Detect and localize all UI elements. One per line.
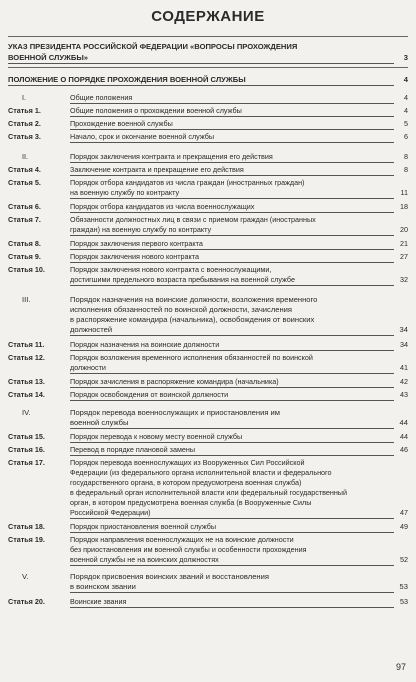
toc-section-1[interactable] [8,93,408,103]
page-ref: 8 [404,165,408,174]
article-title: Прохождение военной службы [70,119,394,130]
section-title: Порядок присвоения воинских званий и восстановления [70,572,269,581]
section-title: Общие положения [70,93,394,104]
page-ref: 4 [404,106,408,115]
page-ref: 6 [404,132,408,141]
page-ref: 8 [404,152,408,161]
toc-article-5[interactable] [8,178,408,198]
article-title: Воинские звания [70,597,394,608]
toc-article-4[interactable] [8,165,408,175]
article-label: Статья 11. [8,340,45,349]
article-title: Порядок приостановления военной службы [70,522,394,533]
article-label: Статья 8. [8,239,41,248]
toc-entry-regulation[interactable] [8,74,408,85]
article-label: Статья 7. [8,215,41,224]
page-ref: 5 [404,119,408,128]
page-ref: 11 [400,188,408,197]
toc-article-12[interactable] [8,353,408,373]
article-label: Статья 2. [8,119,41,128]
divider [8,67,408,68]
section-number: IV. [22,408,31,417]
toc-article-13[interactable] [8,377,408,387]
article-title: Обязанности должностных лиц в связи с приемом граждан (иностранных [70,215,316,224]
toc-section-2[interactable] [8,152,408,162]
toc-article-8[interactable] [8,239,408,249]
article-title: Порядок отбора кандидатов из числа граждан (иностранных граждан) [70,178,305,187]
toc-article-11[interactable] [8,340,408,350]
article-title: Порядок назначения на воинские должности [70,340,394,351]
section-title: в распоряжение командира (начальника), освобождения от воинских [70,315,315,324]
article-label: Статья 1. [8,106,41,115]
page-ref: 53 [400,597,408,606]
article-title: Перевод в порядке плановой замены [70,445,394,456]
toc-article-14[interactable] [8,390,408,400]
page-ref: 4 [404,93,408,102]
article-title: Порядок зачисления в распоряжение командира (начальника) [70,377,394,388]
section-title: Порядок перевода военнослужащих и приостановления им [70,408,280,417]
section-title: в воинском звании [70,582,394,593]
article-title: Общие положения о прохождении военной службы [70,106,394,117]
article-label: Статья 5. [8,178,41,187]
page-ref: 47 [400,508,408,517]
entry-text: ВОЕННОЙ СЛУЖБЫ» [8,52,394,64]
article-label: Статья 19. [8,535,45,544]
article-title: граждан) на военную службу по контракту [70,225,394,236]
toc-article-3[interactable] [8,132,408,142]
article-title: Порядок заключения первого контракта [70,239,394,250]
article-title: Начало, срок и окончание военной службы [70,132,394,143]
section-title: Порядок назначения на воинские должности, возложения временного [70,295,318,304]
article-title: Порядок отбора кандидатов из числа военнослужащих [70,202,394,213]
article-title: Российской Федерации) [70,508,394,519]
section-title: должностей [70,325,394,336]
article-title: Порядок перевода к новому месту военной службы [70,432,394,443]
article-label: Статья 17. [8,458,45,467]
section-title: исполнения обязанностей по воинской должности, зачисления [70,305,293,314]
article-label: Статья 14. [8,390,45,399]
article-title: в федеральный орган исполнительной власти или федеральный государственный [70,488,347,497]
toc-article-1[interactable] [8,106,408,116]
section-title: Порядок заключения контракта и прекращения его действия [70,152,394,163]
page-ref: 27 [400,252,408,261]
toc-section-4[interactable] [8,408,408,428]
divider [8,36,408,37]
page-ref: 49 [400,522,408,531]
toc-section-3[interactable] [8,295,408,335]
page-ref: 42 [400,377,408,386]
page-ref: 34 [399,325,408,334]
toc-article-9[interactable] [8,252,408,262]
toc-article-7[interactable] [8,215,408,235]
toc-article-17[interactable] [8,458,408,518]
article-title: достигшими предельного возраста пребывания на военной службе [70,275,394,286]
article-title: орган, в котором предусмотрена военная служба (в Вооруженные Силы [70,498,312,507]
toc-article-16[interactable] [8,445,408,455]
toc-article-2[interactable] [8,119,408,129]
article-label: Статья 20. [8,597,45,606]
page-ref: 41 [400,363,408,372]
article-title: без приостановления им военной службы и особенности прохождения [70,545,307,554]
toc-article-20[interactable] [8,597,408,607]
article-title: военной службы не на воинских должностях [70,555,394,566]
article-label: Статья 3. [8,132,41,141]
article-title: Федерации (из федерального органа исполнительной власти и федерального [70,468,332,477]
page-ref: 46 [400,445,408,454]
toc-article-15[interactable] [8,432,408,442]
toc-article-10[interactable] [8,265,408,285]
page-ref: 20 [400,225,408,234]
page-ref: 3 [403,53,408,62]
toc-entry-decree[interactable] [8,41,408,63]
toc-article-6[interactable] [8,202,408,212]
article-label: Статья 4. [8,165,41,174]
article-label: Статья 9. [8,252,41,261]
entry-text: ПОЛОЖЕНИЕ О ПОРЯДКЕ ПРОХОЖДЕНИЯ ВОЕННОЙ СЛУЖБЫ [8,74,394,86]
section-number: II. [22,152,28,161]
page-ref: 4 [403,75,408,84]
section-number: I. [22,93,26,102]
article-title: государственного органа, в котором предусмотрена военная служба) [70,478,302,487]
article-label: Статья 18. [8,522,45,531]
toc-article-18[interactable] [8,522,408,532]
page-ref: 44 [400,432,408,441]
article-title: Порядок заключения нового контракта с военнослужащими, [70,265,272,274]
page-ref: 34 [400,340,408,349]
page-ref: 18 [400,202,408,211]
section-number: V. [22,572,29,581]
toc-section-5[interactable] [8,572,408,592]
article-title: Порядок заключения нового контракта [70,252,394,263]
article-title: Порядок перевода военнослужащих из Вооруженных Сил Российской [70,458,305,467]
page-ref: 21 [400,239,408,248]
page-ref: 43 [400,390,408,399]
article-title: на военную службу по контракту [70,188,394,199]
page-number: 97 [395,662,406,672]
article-title: Порядок возложения временного исполнения обязанностей по воинской [70,353,313,362]
page-ref: 32 [400,275,408,284]
article-label: Статья 13. [8,377,45,386]
article-title: Заключение контракта и прекращение его действия [70,165,394,176]
entry-text: УКАЗ ПРЕЗИДЕНТА РОССИЙСКОЙ ФЕДЕРАЦИИ «ВОПРОСЫ ПРОХОЖДЕНИЯ [8,42,298,51]
article-title: должности [70,363,394,374]
toc-article-19[interactable] [8,535,408,565]
section-number: III. [22,295,31,304]
article-title: Порядок освобождения от воинской должности [70,390,394,401]
section-title: военной службы [70,418,394,429]
page-title: СОДЕРЖАНИЕ [151,8,265,25]
article-label: Статья 10. [8,265,45,274]
article-label: Статья 16. [8,445,45,454]
article-label: Статья 12. [8,353,45,362]
article-label: Статья 6. [8,202,41,211]
page-ref: 52 [400,555,408,564]
page-ref: 53 [399,582,408,591]
article-title: Порядок направления военнослужащих не на воинские должности [70,535,294,544]
page-ref: 44 [399,418,408,427]
article-label: Статья 15. [8,432,45,441]
